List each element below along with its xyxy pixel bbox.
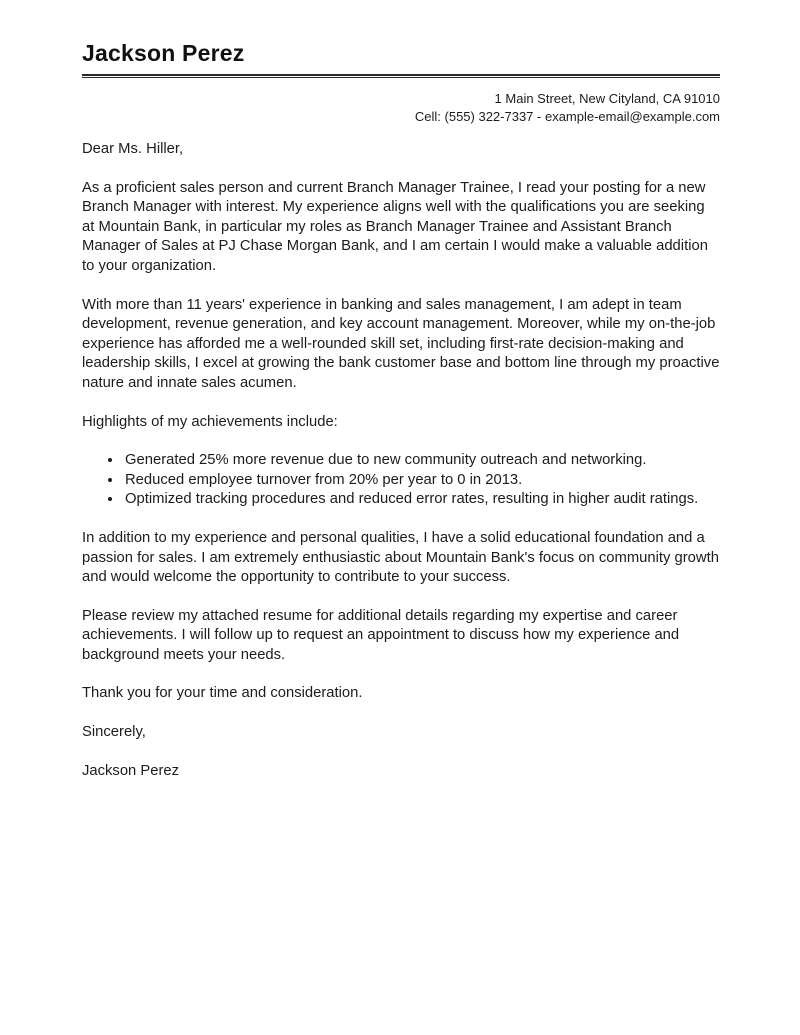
highlights-list — [82, 451, 720, 510]
salutation: Dear Ms. Hiller, — [82, 141, 184, 157]
letter-header — [82, 40, 720, 126]
highlight-item: • Reduced employee turnover from 20% per year to 0 in 2013. — [123, 471, 720, 491]
signature-name: Jackson Perez — [82, 762, 180, 779]
letter-body — [82, 140, 720, 781]
thanks-line: Thank you for your time and consideration. — [82, 685, 363, 702]
body-paragraph: With more than 11 years' experience in banking and sales management, I am adept in team development, revenue generation, and key account management. Moreover, while my on-the-job experience has afforded me a well-rounded skill set, including first-rate decision-making and leadership skills, I excel at growing the bank customer base and bottom line through my proactive nature and innate sales acumen. — [82, 296, 720, 391]
address-line: 1 Main Street, New Cityland, CA 91010 — [494, 91, 720, 106]
header-divider — [82, 74, 720, 78]
highlight-item: • Generated 25% more revenue due to new community outreach and networking. — [123, 451, 720, 471]
highlight-item: • Optimized tracking procedures and reduced error rates, resulting in higher audit ratings. — [123, 490, 720, 510]
body-paragraph: Please review my attached resume for additional details regarding my expertise and career achievements. I will follow up to request an appointment to discuss how my experience and background meets your needs. — [82, 607, 680, 663]
highlights-intro: Highlights of my achievements include: — [82, 413, 338, 430]
contact-line: Cell: (555) 322-7337 - example-email@example.com — [414, 109, 720, 124]
body-paragraph: In addition to my experience and personal qualities, I have a solid educational foundation and a passion for sales. I am extremely enthusiastic about Mountain Bank's focus on community growth and would welcome the opportunity to contribute to your success. — [82, 529, 719, 586]
contact-block — [82, 90, 720, 126]
sender-name: Jackson Perez — [82, 40, 245, 66]
body-paragraph: As a proficient sales person and current Branch Manager Trainee, I read your posting for a new Branch Manager with interest. My experience aligns well with the qualifications you are seeking at Mountain Bank, in particular my roles as Branch Manager Trainee and Assistant Branch Manager of Sales at PJ Chase Morgan Bank, and I am certain I would make a valuable addition to your organization. — [82, 179, 708, 274]
signoff: Sincerely, — [82, 724, 146, 741]
